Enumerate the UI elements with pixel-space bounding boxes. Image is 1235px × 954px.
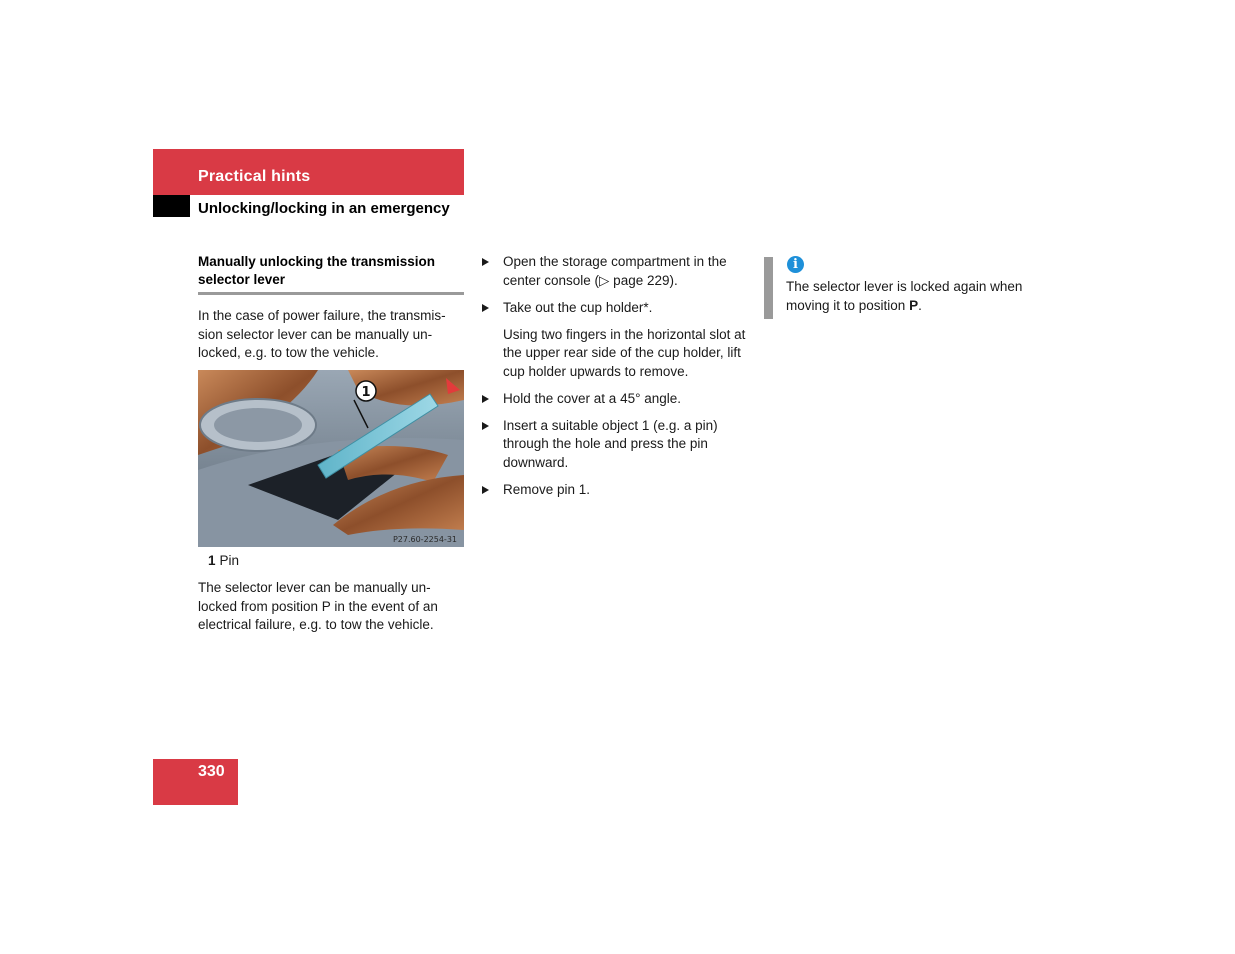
step-text: Insert a suitable object 1 (e.g. a pin) through the hole and press the pin downward.: [503, 417, 718, 470]
step-text: Remove pin 1.: [503, 481, 591, 497]
step-item: [482, 481, 750, 500]
caption-label: Pin: [219, 553, 240, 568]
step-note: Using two fingers in the horizontal slot at the upper rear side of the cup holder, lift cup holder upwards to remove.: [503, 326, 746, 379]
step-item: [482, 390, 750, 409]
bullet-arrow-icon: [482, 422, 489, 430]
step-item: [482, 253, 750, 290]
bullet-arrow-icon: [482, 395, 489, 403]
figure-caption: [208, 552, 239, 571]
topic-heading: Manually unlocking the transmission selector lever: [198, 254, 436, 287]
body-paragraph: The selector lever can be manually un-locked from position P in the event of an electrical failure, e.g. to tow the vehicle.: [198, 580, 438, 632]
subsection-title: Unlocking/locking in an emergency: [198, 200, 450, 217]
bullet-arrow-icon: [482, 486, 489, 494]
step-text: Hold the cover at a 45° angle.: [503, 390, 682, 406]
page-number: 330: [198, 763, 225, 780]
callout-number: 1: [361, 385, 371, 400]
console-illustration: [198, 370, 464, 547]
subsection-marker: [153, 195, 190, 217]
caption-number: 1: [208, 553, 216, 568]
info-text-end: .: [918, 297, 922, 313]
section-title: Practical hints: [198, 168, 311, 185]
page-number-box: [153, 759, 238, 805]
figure-code: P27.60-2254-31: [392, 535, 457, 544]
instruction-steps: [482, 253, 750, 508]
intro-paragraph: In the case of power failure, the transmis-sion selector lever can be manually un-locked, e.g. to tow the vehicle.: [198, 308, 446, 360]
info-text-part: The selector lever is locked again when moving it to position: [786, 279, 1023, 313]
info-note-text: [786, 278, 1036, 315]
step-item: [482, 299, 750, 318]
info-icon: i: [787, 256, 804, 273]
step-item: [482, 417, 750, 473]
heading-divider: [198, 292, 464, 295]
step-text: Open the storage compartment in the center console (▷ page 229).: [503, 254, 727, 288]
info-text-bold: P: [909, 297, 919, 313]
step-text: Take out the cup holder*.: [503, 299, 653, 315]
bullet-arrow-icon: [482, 258, 489, 266]
bullet-arrow-icon: [482, 304, 489, 312]
info-note-bar: [764, 257, 773, 319]
console-photo: [198, 370, 464, 547]
